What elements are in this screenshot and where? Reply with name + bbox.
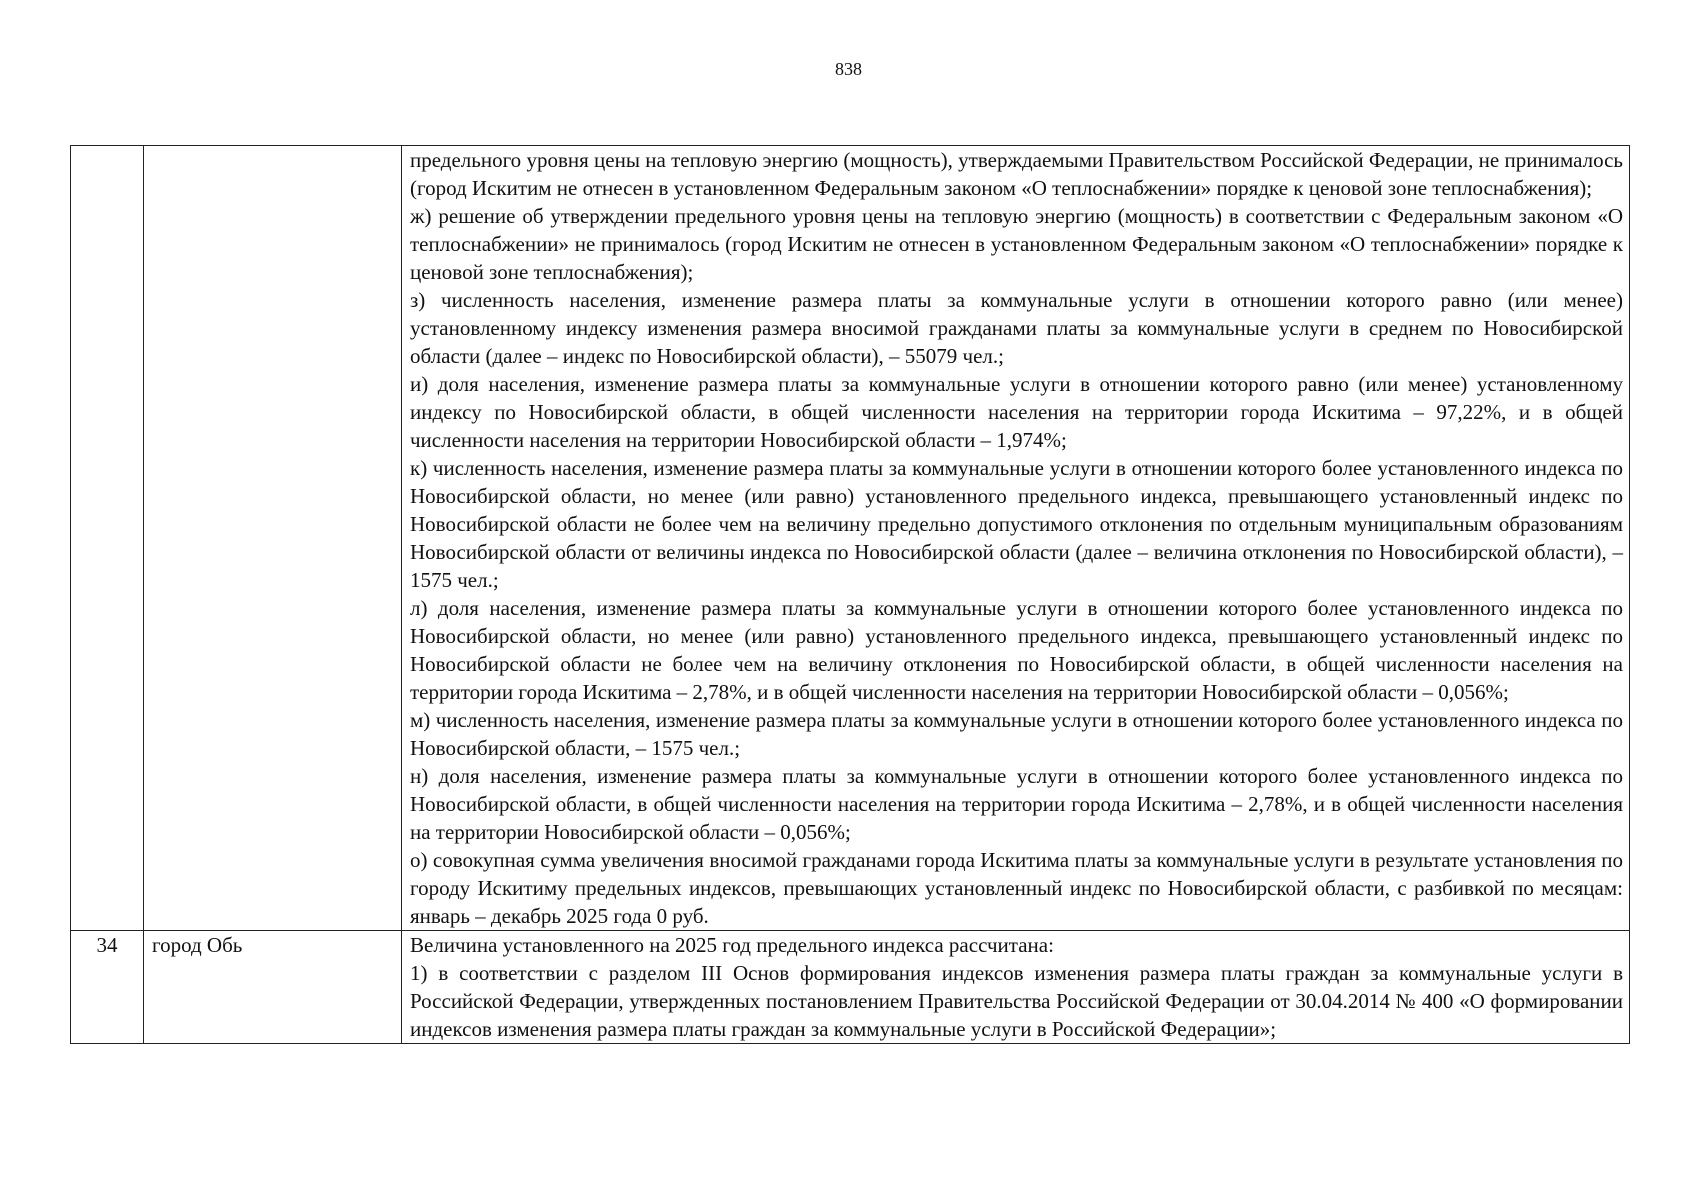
paragraph: н) доля населения, изменение размера платы за коммунальные услуги в отношении которого более установленного индекса по Новосибирской области, в общей численности населения на территории города Искитима – 2,78%, и в общей численности населения на территории Новосибирской области – 0,056%; (410, 764, 1623, 844)
paragraph: предельного уровня цены на тепловую энергию (мощность), утверждаемыми Правительством Российской Федерации, не принималось (город Искитим не отнесен в установленном Федеральным законом «О теплоснабжении» порядке к ценовой зоне теплоснабжения); (410, 148, 1623, 200)
paragraph: Величина установленного на 2025 год предельного индекса рассчитана: (410, 933, 1054, 957)
page-number: 838 (835, 59, 862, 79)
paragraph: о) совокупная сумма увеличения вносимой гражданами города Искитима платы за коммунальные услуги в результате установления по городу Искитиму предельных индексов, превышающих установленный индекс по Новосибирской области, с разбивкой по месяцам: январь – декабрь 2025 года 0 руб. (410, 848, 1623, 928)
paragraph: з) численность населения, изменение размера платы за коммунальные услуги в отношении которого равно (или менее) установленному индексу изменения размера вносимой гражданами платы за коммунальные услуги в среднем по Новосибирской области (далее – индекс по Новосибирской области), – 55079 чел.; (410, 288, 1623, 368)
paragraph: к) численность населения, изменение размера платы за коммунальные услуги в отношении которого более установленного индекса по Новосибирской области, но менее (или равно) установленного предельного индекса, превышающего установленный индекс по Новосибирской области не более чем на величину предельно допустимого отклонения по отдельным муниципальным образованиям Новосибирской области от величины индекса по Новосибирской области (далее – величина отклонения по Новосибирской области), – 1575 чел.; (410, 456, 1623, 592)
paragraph: м) численность населения, изменение размера платы за коммунальные услуги в отношении которого более установленного индекса по Новосибирской области, – 1575 чел.; (410, 708, 1623, 760)
table-row-continuation (71, 146, 1630, 931)
row-number-cell: 34 (71, 931, 144, 1044)
paragraph: 1) в соответствии с разделом III Основ формирования индексов изменения размера платы граждан за коммунальные услуги в Российской Федерации, утвержденных постановлением Правительства Российской Федерации от 30.04.2014 № 400 «О формировании индексов изменения размера платы граждан за коммунальные услуги в Российской Федерации»; (410, 961, 1623, 1041)
table-row-34 (71, 931, 1630, 1044)
description-cell (402, 931, 1630, 1044)
row-number-cell (71, 146, 144, 931)
municipality-name-cell: город Обь (144, 931, 402, 1044)
paragraph: и) доля населения, изменение размера платы за коммунальные услуги в отношении которого равно (или менее) установленному индексу по Новосибирской области, в общей численности населения на территории города Искитима – 97,22%, и в общей численности населения на территории Новосибирской области – 1,974%; (410, 372, 1623, 452)
paragraph: ж) решение об утверждении предельного уровня цены на тепловую энергию (мощность) в соответствии с Федеральным законом «О теплоснабжении» не принималось (город Искитим не отнесен в установленном Федеральным законом «О теплоснабжении» порядке к ценовой зоне теплоснабжения); (410, 204, 1623, 284)
municipality-name-cell (144, 146, 402, 931)
paragraph: л) доля населения, изменение размера платы за коммунальные услуги в отношении которого более установленного индекса по Новосибирской области, но менее (или равно) установленного предельного индекса, превышающего установленный индекс по Новосибирской области не более чем на величину отклонения по Новосибирской области, в общей численности населения на территории города Искитима – 2,78%, и в общей численности населения на территории Новосибирской области – 0,056%; (410, 596, 1623, 704)
municipality-table (70, 145, 1630, 1044)
description-cell (402, 146, 1630, 931)
